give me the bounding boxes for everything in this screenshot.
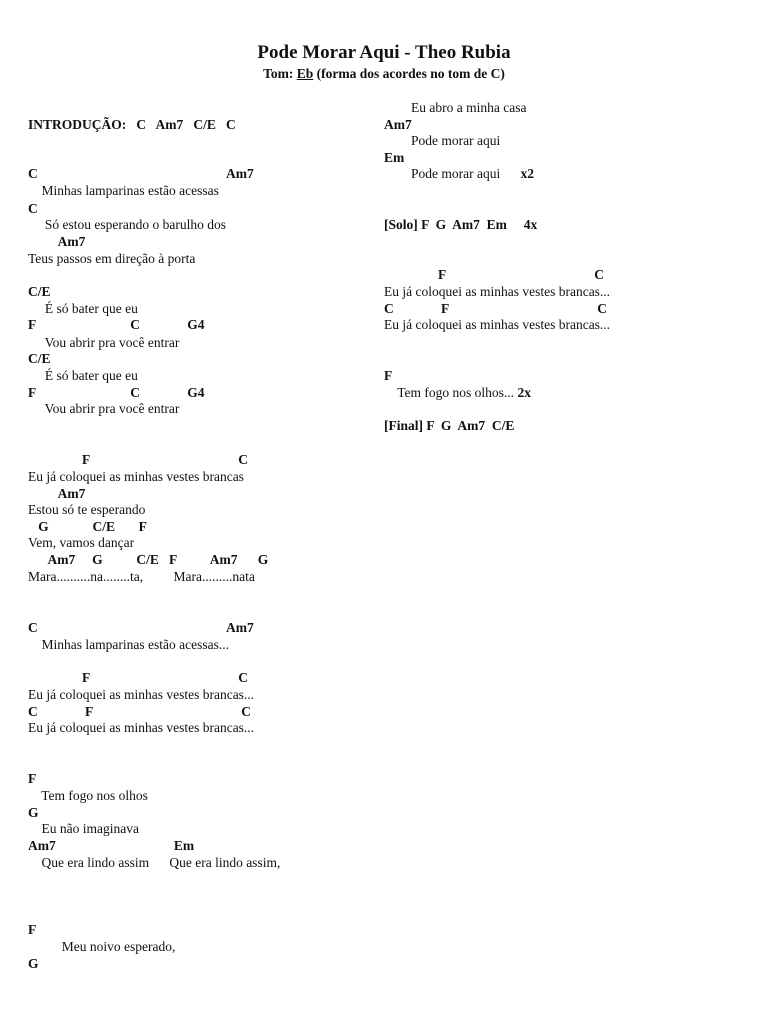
chord-line: F C xyxy=(28,670,248,685)
lyric-line: Eu já coloquei as minhas vestes brancas... xyxy=(28,687,255,702)
lyric-line: Estou só te esperando xyxy=(28,502,146,517)
chord-line: G xyxy=(28,805,39,820)
chord-line: C/E xyxy=(28,284,51,299)
lyric-line: Teus passos em direção à porta xyxy=(28,251,196,266)
lyric-line: É só bater que eu xyxy=(28,301,138,316)
lyric-line: Só estou esperando o barulho dos xyxy=(28,217,226,232)
song-title: Pode Morar Aqui - Theo Rubia xyxy=(257,42,511,63)
chord-line: F C xyxy=(384,267,604,282)
chord-line xyxy=(384,385,531,401)
lyric-line: Eu abro a minha casa xyxy=(384,100,527,115)
chord-line: C/E xyxy=(28,351,51,366)
chord-line: G xyxy=(28,956,39,971)
chord-line: C Am7 xyxy=(28,166,254,181)
lyric-line: Eu já coloquei as minhas vestes brancas xyxy=(28,469,244,484)
chord-line: Em xyxy=(384,150,405,165)
lyric-line: Eu já coloquei as minhas vestes brancas... xyxy=(384,317,611,332)
tom-label: Tom: xyxy=(263,66,297,81)
repeat-marker: x2 xyxy=(520,166,534,181)
lyric-line: Meu noivo esperado, xyxy=(28,939,176,954)
chord-line: F C G4 xyxy=(28,317,205,332)
lyric-line: Eu já coloquei as minhas vestes brancas... xyxy=(384,284,611,299)
chord-line xyxy=(384,166,534,182)
chord-line: F C xyxy=(28,452,248,467)
chord-line: Am7 xyxy=(28,486,86,501)
chord-line: [Solo] F G Am7 Em 4x xyxy=(384,217,538,232)
chord-line: INTRODUÇÃO: C Am7 C/E C xyxy=(28,117,236,132)
chord-line: Am7 xyxy=(384,117,412,132)
chord-line: [Final] F G Am7 C/E xyxy=(384,418,515,433)
chord-line: Am7 G C/E F Am7 G xyxy=(28,552,269,567)
lyric-line: Eu não imaginava xyxy=(28,821,139,836)
lyric-text: Tem fogo nos olhos... xyxy=(384,385,518,400)
chord-line: F xyxy=(384,368,393,383)
lyric-line: Pode morar aqui xyxy=(384,133,501,148)
chord-line: C Am7 xyxy=(28,620,254,635)
chord-line: C F C xyxy=(28,704,251,719)
lyric-line: Vem, vamos dançar xyxy=(28,535,135,550)
tom-note: (forma dos acordes no tom de C) xyxy=(313,66,505,81)
chord-line: F xyxy=(28,771,37,786)
lyric-line: Mara..........na........ta, Mara.........nata xyxy=(28,569,255,584)
lyric-line: Eu já coloquei as minhas vestes brancas... xyxy=(28,720,255,735)
chord-line: F C G4 xyxy=(28,385,205,400)
lyric-text: Pode morar aqui xyxy=(384,166,521,181)
lyric-line: Minhas lamparinas estão acessas... xyxy=(28,637,229,652)
lyric-line: Vou abrir pra você entrar xyxy=(28,335,180,350)
lyric-line: Tem fogo nos olhos xyxy=(28,788,148,803)
lyric-line: É só bater que eu xyxy=(28,368,138,383)
repeat-marker: 2x xyxy=(517,385,531,400)
lyric-line: Vou abrir pra você entrar xyxy=(28,401,180,416)
chord-line: Am7 xyxy=(28,234,86,249)
chord-line: C F C xyxy=(384,301,607,316)
tom-key: Eb xyxy=(296,66,314,81)
lyric-line: Minhas lamparinas estão acessas xyxy=(28,183,219,198)
lyric-line: Que era lindo assim Que era lindo assim, xyxy=(28,855,281,870)
chord-line: Am7 Em xyxy=(28,838,195,853)
key-line xyxy=(0,66,768,82)
chord-line: C xyxy=(28,201,38,216)
chord-line: G C/E F xyxy=(28,519,147,534)
chord-line: F xyxy=(28,922,37,937)
